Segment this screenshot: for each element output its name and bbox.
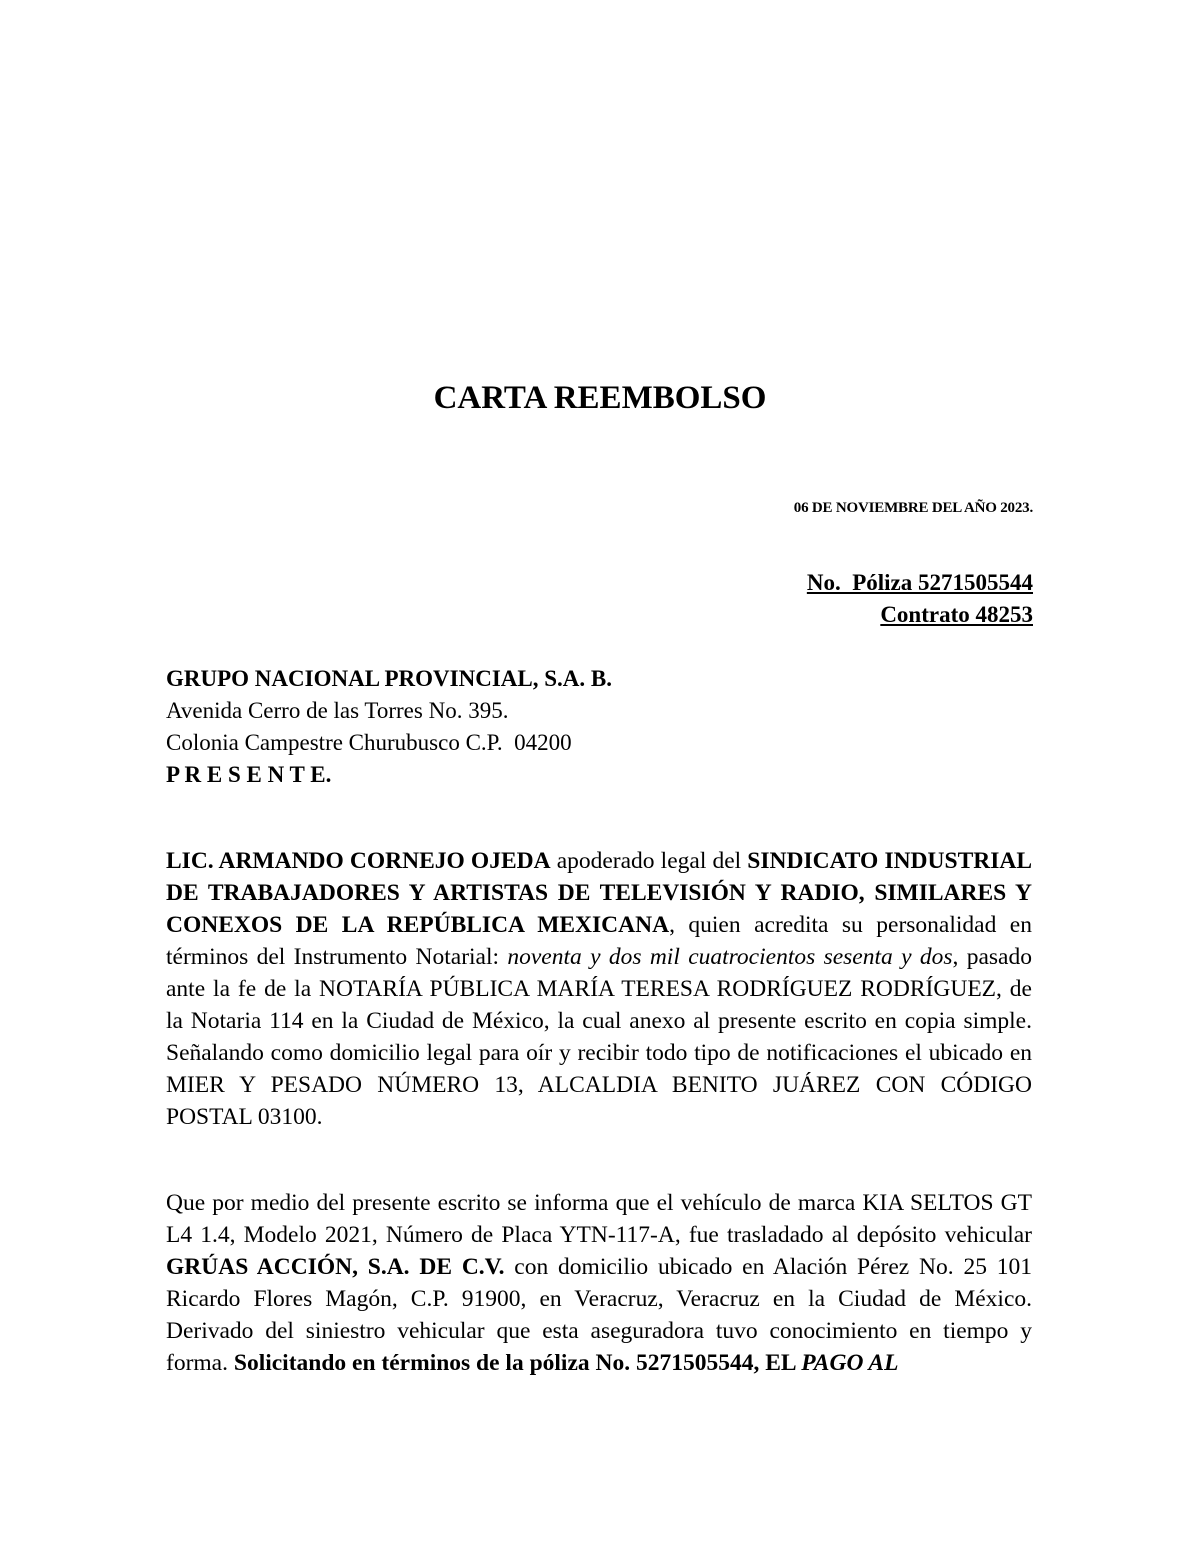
addressee-street: Avenida Cerro de las Torres No. 395. [166, 698, 509, 723]
tow-company-name: GRÚAS ACCIÓN, S.A. DE C.V. [166, 1254, 505, 1280]
representative-name: LIC. ARMANDO CORNEJO OJEDA [166, 848, 551, 874]
payment-request: Solicitando en términos de la póliza No. 5271505544 [233, 1350, 754, 1376]
request-el: EL [759, 1350, 802, 1376]
policy-block [807, 567, 1033, 631]
request-punct: , [753, 1350, 760, 1376]
letter-date: 06 DE NOVIEMBRE DEL AÑO 2023. [793, 500, 1033, 516]
letter-title: CARTA REEMBOLSO [433, 380, 767, 416]
policy-number: No. Póliza 5271505544 [806, 570, 1033, 595]
paragraph1-text1: apoderado legal del [550, 848, 748, 874]
addressee-colony: Colonia Campestre Churubusco C.P. 04200 [166, 730, 572, 755]
paragraph-representation [166, 845, 1032, 1133]
contract-number: Contrato 48253 [880, 602, 1033, 627]
addressee-block [166, 663, 1036, 791]
request-pago: PAGO AL [801, 1350, 899, 1376]
paragraph1-text3: , pasado ante la fe de la NOTARÍA PÚBLICA MARÍA TERESA RODRÍGUEZ RODRÍGUEZ, de la Notaria 114 en la Ciudad de México, la cual anexo al presente escrito en copia simple. Señalando como domicilio legal para oír y recibir todo tipo de notificaciones el ubicado en MIER Y PESADO NÚMERO 13, ALCALDIA BENITO JUÁREZ CON CÓDIGO POSTAL 03100. [166, 944, 1032, 1130]
paragraph1-text2: , quien acredita su personalidad en términos del Instrumento Notarial: [166, 912, 1032, 970]
addressee-company: GRUPO NACIONAL PROVINCIAL, S.A. B. [166, 666, 612, 691]
union-name: SINDICATO INDUSTRIAL DE TRABAJADORES Y ARTISTAS DE TELEVISIÓN Y RADIO, SIMILARES Y CONEXOS DE LA REPÚBLICA MEXICANA [166, 848, 1033, 938]
notarial-instrument: noventa y dos mil cuatrocientos sesenta y dos [507, 944, 953, 970]
paragraph-vehicle [166, 1187, 1032, 1379]
paragraph2-text2: con domicilio ubicado en Alación Pérez No. 25 101 Ricardo Flores Magón, C.P. 91900, en Veracruz, Veracruz en la Ciudad de México. Derivado del siniestro vehicular que esta aseguradora tuvo conocimiento en tiempo y forma. [166, 1254, 1033, 1376]
paragraph2-text1: Que por medio del presente escrito se informa que el vehículo de marca KIA SELTOS GT L4 1.4, Modelo 2021, Número de Placa YTN-117-A, fue trasladado al depósito vehicular [166, 1190, 1032, 1248]
addressee-presente: P R E S E N T E. [166, 762, 332, 787]
